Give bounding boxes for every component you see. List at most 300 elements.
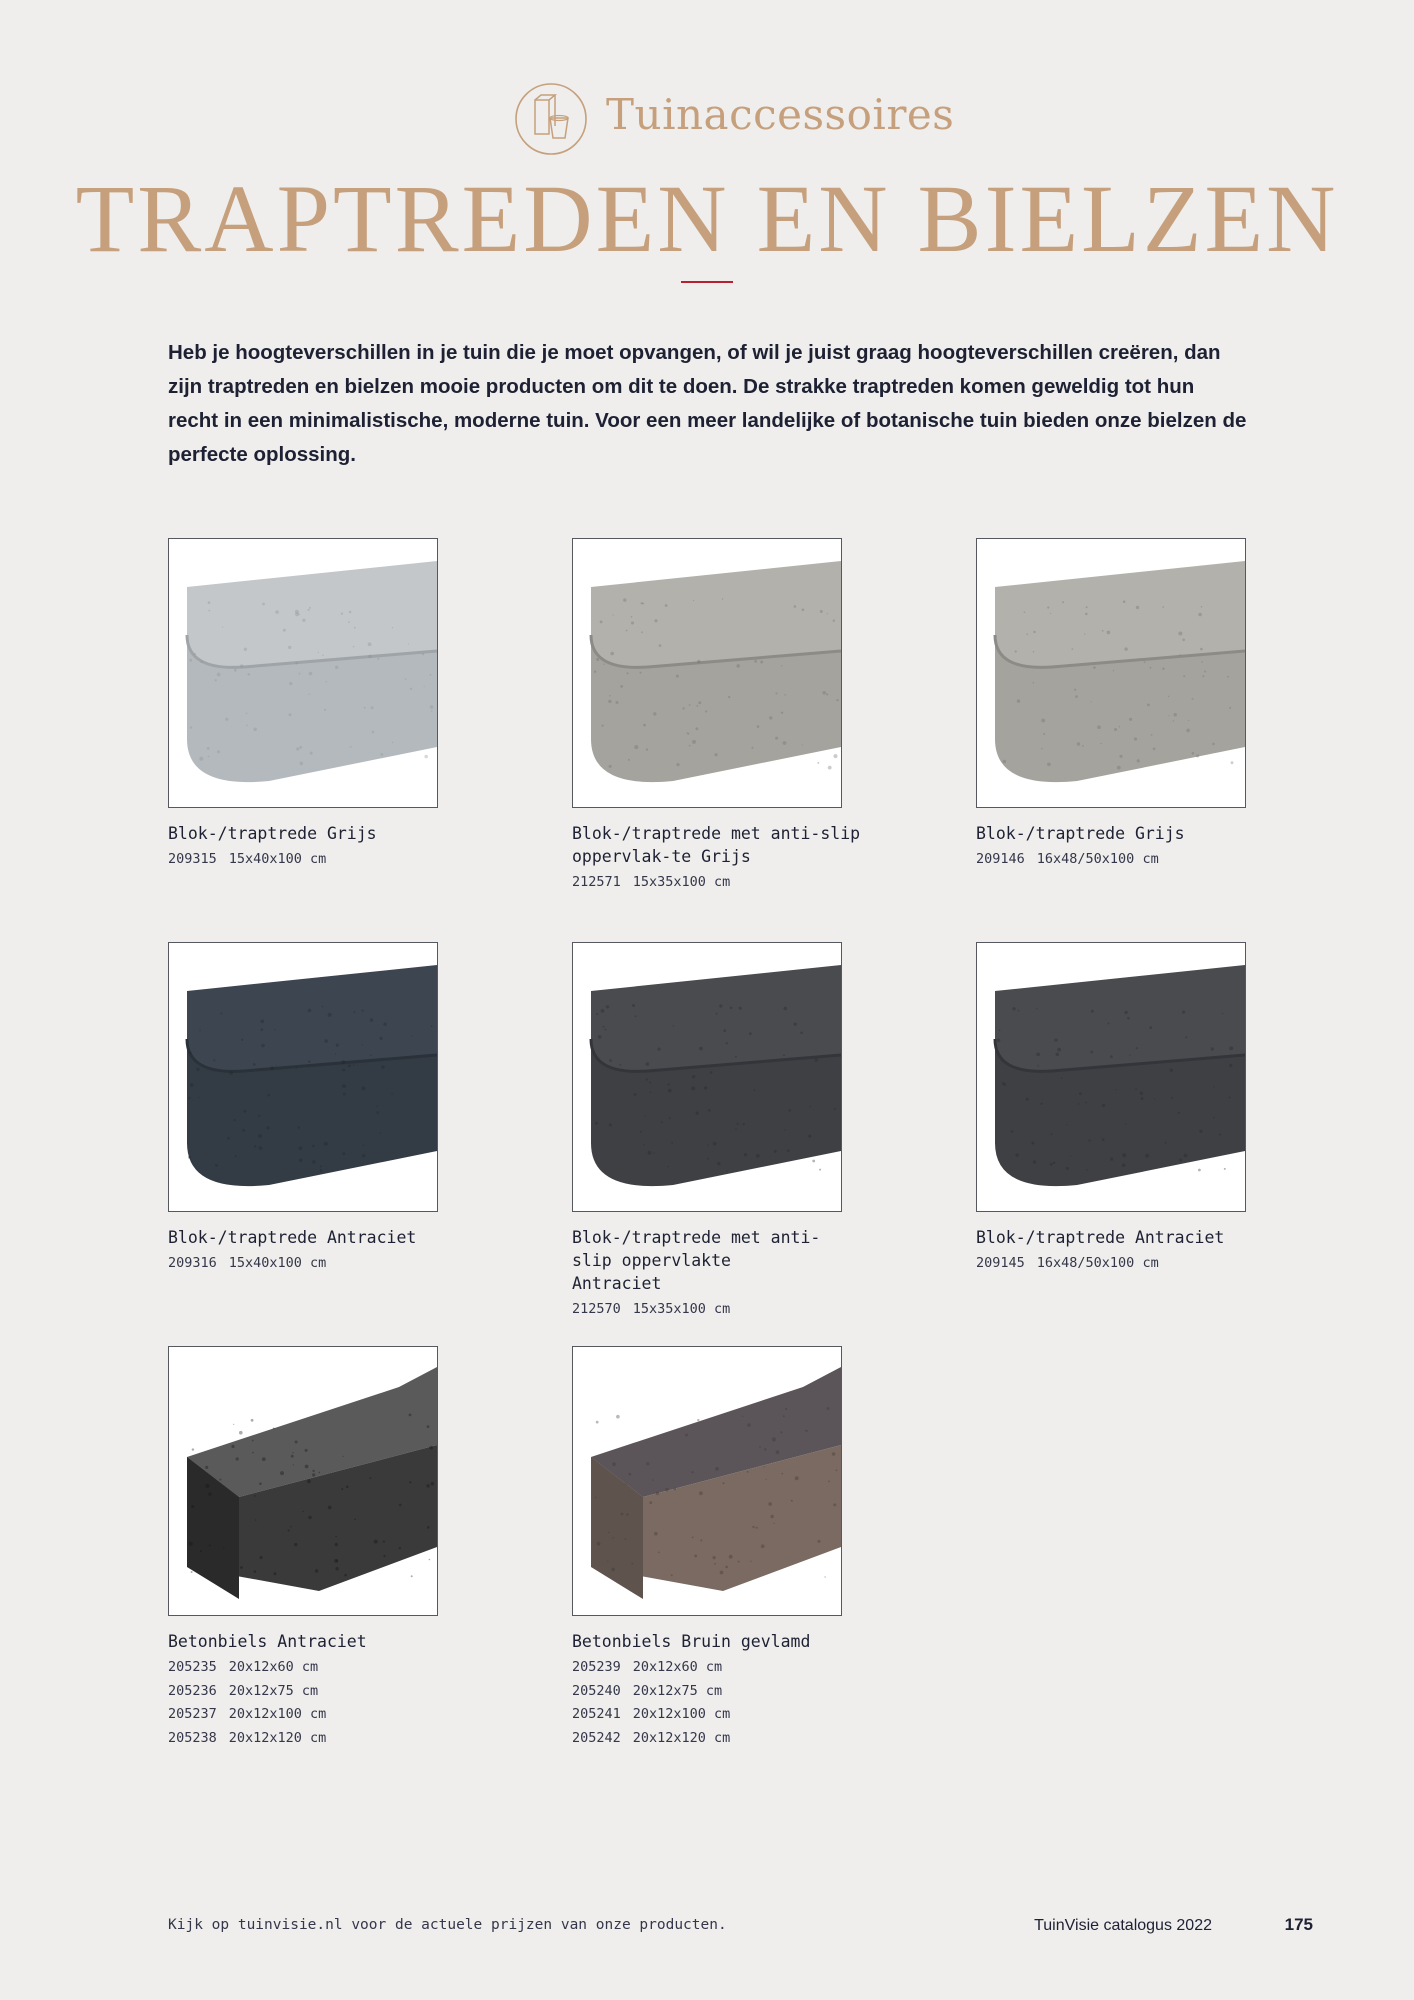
texture-speck bbox=[623, 598, 626, 601]
texture-speck bbox=[1110, 1055, 1113, 1058]
texture-speck bbox=[726, 1042, 728, 1044]
texture-speck bbox=[1171, 1097, 1173, 1099]
texture-speck bbox=[671, 1574, 673, 1576]
garden-accessories-icon bbox=[514, 82, 588, 156]
texture-speck bbox=[208, 1493, 211, 1496]
texture-speck bbox=[834, 1108, 836, 1110]
product-card bbox=[572, 538, 932, 895]
texture-speck bbox=[353, 646, 355, 648]
texture-speck bbox=[303, 1511, 304, 1512]
texture-speck bbox=[368, 642, 372, 646]
texture-speck bbox=[1229, 1097, 1231, 1099]
texture-speck bbox=[626, 1513, 628, 1515]
spec-line bbox=[168, 1252, 528, 1276]
texture-speck bbox=[191, 1505, 194, 1508]
texture-speck bbox=[836, 699, 838, 701]
texture-speck bbox=[295, 1441, 298, 1444]
texture-speck bbox=[626, 672, 628, 674]
texture-speck bbox=[783, 1054, 785, 1056]
texture-speck bbox=[258, 1134, 262, 1138]
texture-speck bbox=[802, 744, 803, 745]
texture-speck bbox=[794, 1023, 797, 1026]
texture-speck bbox=[234, 669, 237, 672]
texture-speck bbox=[324, 1142, 328, 1146]
texture-speck bbox=[1127, 1017, 1130, 1020]
texture-speck bbox=[1174, 713, 1177, 716]
texture-speck bbox=[600, 621, 603, 624]
texture-speck bbox=[715, 1467, 719, 1471]
texture-speck bbox=[190, 1083, 194, 1087]
texture-speck bbox=[736, 664, 740, 668]
product-card bbox=[572, 1346, 932, 1750]
texture-speck bbox=[1129, 1055, 1130, 1056]
texture-speck bbox=[350, 746, 352, 748]
texture-speck bbox=[654, 1532, 658, 1536]
product-photo bbox=[976, 538, 1246, 808]
product-card bbox=[976, 942, 1336, 1276]
texture-speck bbox=[309, 607, 311, 609]
texture-speck bbox=[1066, 1124, 1067, 1125]
article-code: 205235 bbox=[168, 1659, 217, 1675]
texture-speck bbox=[729, 1555, 733, 1559]
texture-speck bbox=[248, 673, 251, 676]
catalog-name: TuinVisie catalogus 2022 bbox=[1034, 1917, 1212, 1934]
article-code: 205236 bbox=[168, 1682, 217, 1699]
texture-speck bbox=[1204, 671, 1206, 673]
texture-speck bbox=[713, 1142, 717, 1146]
texture-speck bbox=[1053, 1161, 1056, 1164]
texture-speck bbox=[1110, 1157, 1113, 1160]
texture-speck bbox=[188, 1097, 190, 1099]
texture-speck bbox=[1168, 715, 1169, 716]
texture-speck bbox=[800, 1032, 803, 1035]
texture-speck bbox=[411, 1036, 412, 1037]
texture-speck bbox=[665, 1488, 668, 1491]
texture-speck bbox=[682, 707, 684, 709]
texture-speck bbox=[715, 753, 718, 756]
texture-speck bbox=[699, 1491, 703, 1495]
texture-speck bbox=[1033, 682, 1035, 684]
texture-speck bbox=[612, 1462, 616, 1466]
texture-speck bbox=[1198, 613, 1202, 617]
texture-speck bbox=[362, 1087, 366, 1091]
texture-speck bbox=[640, 672, 642, 674]
texture-speck bbox=[1201, 606, 1203, 608]
texture-speck bbox=[1211, 1047, 1214, 1050]
texture-speck bbox=[288, 1529, 290, 1531]
texture-speck bbox=[648, 1151, 652, 1155]
texture-speck bbox=[370, 1055, 372, 1057]
article-code: 205240 bbox=[572, 1682, 621, 1699]
texture-speck bbox=[1154, 1098, 1155, 1099]
texture-speck bbox=[596, 1421, 599, 1424]
texture-speck bbox=[399, 1504, 402, 1507]
texture-speck bbox=[1066, 1167, 1069, 1170]
texture-speck bbox=[258, 1115, 260, 1117]
texture-speck bbox=[1122, 1153, 1126, 1157]
texture-speck bbox=[735, 1128, 736, 1129]
texture-speck bbox=[810, 1106, 811, 1107]
texture-speck bbox=[213, 1059, 215, 1061]
texture-speck bbox=[405, 678, 407, 680]
texture-speck bbox=[774, 1150, 777, 1153]
texture-speck bbox=[1173, 720, 1174, 721]
texture-speck bbox=[1122, 1163, 1126, 1167]
texture-speck bbox=[649, 1082, 651, 1084]
texture-speck bbox=[335, 666, 338, 669]
texture-speck bbox=[190, 726, 192, 728]
texture-speck bbox=[295, 610, 299, 614]
texture-speck bbox=[616, 1415, 620, 1419]
spec-list bbox=[168, 848, 528, 872]
texture-speck bbox=[1085, 613, 1088, 616]
texture-speck bbox=[343, 1456, 344, 1457]
texture-speck bbox=[596, 1013, 598, 1015]
texture-speck bbox=[776, 1450, 780, 1454]
texture-speck bbox=[1072, 648, 1074, 650]
texture-speck bbox=[789, 1109, 792, 1112]
texture-speck bbox=[1212, 743, 1215, 746]
texture-speck bbox=[1150, 667, 1152, 669]
texture-speck bbox=[343, 1093, 346, 1096]
texture-speck bbox=[233, 1424, 234, 1425]
texture-speck bbox=[768, 1502, 772, 1506]
texture-speck bbox=[631, 622, 634, 625]
texture-speck bbox=[795, 1476, 799, 1480]
texture-speck bbox=[1002, 1082, 1004, 1084]
texture-speck bbox=[429, 1559, 431, 1561]
texture-speck bbox=[200, 660, 203, 663]
texture-speck bbox=[1202, 675, 1204, 677]
texture-speck bbox=[601, 1009, 605, 1013]
texture-speck bbox=[656, 1492, 659, 1495]
texture-speck bbox=[426, 1484, 429, 1487]
texture-speck bbox=[668, 1089, 672, 1093]
texture-speck bbox=[766, 1479, 767, 1480]
texture-speck bbox=[605, 1029, 607, 1031]
spec-list bbox=[976, 848, 1336, 872]
texture-speck bbox=[1026, 1098, 1029, 1101]
spec-line bbox=[572, 1656, 932, 1680]
product-photo bbox=[572, 538, 842, 808]
texture-speck bbox=[1033, 1160, 1036, 1163]
block-top-face bbox=[995, 561, 1245, 667]
texture-speck bbox=[294, 1543, 297, 1546]
texture-speck bbox=[1123, 600, 1126, 603]
texture-speck bbox=[430, 674, 432, 676]
texture-speck bbox=[207, 747, 210, 750]
block-top-face bbox=[187, 965, 437, 1071]
texture-speck bbox=[824, 1576, 825, 1577]
texture-speck bbox=[713, 1556, 716, 1559]
texture-speck bbox=[348, 1064, 351, 1067]
texture-speck bbox=[1033, 631, 1035, 633]
texture-speck bbox=[707, 1158, 709, 1160]
product-card bbox=[168, 942, 528, 1276]
spec-line bbox=[572, 1727, 932, 1751]
texture-speck bbox=[634, 745, 638, 749]
texture-speck bbox=[312, 1473, 315, 1476]
texture-speck bbox=[1135, 1088, 1137, 1090]
texture-speck bbox=[362, 1044, 363, 1045]
texture-speck bbox=[1077, 742, 1080, 745]
texture-speck bbox=[668, 1083, 670, 1085]
spec-line bbox=[572, 1680, 932, 1704]
texture-speck bbox=[754, 1089, 756, 1091]
texture-speck bbox=[1185, 1036, 1187, 1038]
texture-speck bbox=[1078, 1103, 1080, 1105]
spec-list bbox=[572, 1656, 932, 1750]
concrete-block-image bbox=[169, 539, 437, 807]
texture-speck bbox=[1125, 1123, 1127, 1125]
texture-speck bbox=[641, 602, 643, 604]
texture-speck bbox=[283, 629, 286, 632]
texture-speck bbox=[1140, 1092, 1143, 1095]
texture-speck bbox=[430, 705, 434, 709]
texture-speck bbox=[260, 1020, 264, 1024]
texture-speck bbox=[608, 700, 611, 703]
texture-speck bbox=[328, 1506, 332, 1510]
texture-speck bbox=[1051, 1133, 1053, 1135]
texture-speck bbox=[1153, 748, 1156, 751]
texture-speck bbox=[691, 1471, 693, 1473]
texture-speck bbox=[769, 716, 772, 719]
texture-speck bbox=[1162, 668, 1164, 670]
texture-speck bbox=[364, 707, 366, 709]
texture-speck bbox=[1196, 755, 1199, 758]
block-top-face bbox=[187, 561, 437, 667]
texture-speck bbox=[1129, 718, 1132, 721]
texture-speck bbox=[307, 1479, 311, 1483]
texture-speck bbox=[780, 1431, 782, 1433]
texture-speck bbox=[1145, 1154, 1149, 1158]
texture-speck bbox=[335, 1567, 338, 1570]
texture-speck bbox=[276, 1065, 277, 1066]
texture-speck bbox=[645, 1062, 649, 1066]
texture-speck bbox=[1183, 675, 1185, 677]
spec-list bbox=[572, 871, 932, 895]
texture-speck bbox=[1017, 699, 1020, 702]
dimensions: 16x48/50x100 cm bbox=[1036, 1255, 1159, 1271]
texture-speck bbox=[761, 1544, 765, 1548]
texture-speck bbox=[1200, 648, 1203, 651]
texture-speck bbox=[696, 727, 699, 730]
texture-speck bbox=[631, 1563, 633, 1565]
texture-speck bbox=[1134, 737, 1137, 740]
texture-speck bbox=[612, 1537, 614, 1539]
product-card bbox=[976, 538, 1336, 872]
texture-speck bbox=[1086, 1169, 1088, 1171]
texture-speck bbox=[328, 1013, 332, 1017]
texture-speck bbox=[1137, 759, 1140, 762]
texture-speck bbox=[704, 1086, 707, 1089]
texture-speck bbox=[1003, 760, 1007, 764]
texture-speck bbox=[1119, 726, 1120, 727]
dimensions: 20x12x100 cm bbox=[632, 1706, 731, 1722]
article-code: 205237 bbox=[168, 1706, 217, 1722]
texture-speck bbox=[1141, 1097, 1144, 1100]
texture-speck bbox=[812, 1160, 815, 1163]
texture-speck bbox=[376, 1111, 379, 1114]
texture-speck bbox=[1033, 651, 1035, 653]
texture-speck bbox=[720, 1571, 724, 1575]
texture-speck bbox=[1047, 606, 1049, 608]
texture-speck bbox=[775, 737, 778, 740]
texture-speck bbox=[391, 1093, 393, 1095]
article-code: 205239 bbox=[572, 1659, 621, 1675]
texture-speck bbox=[1050, 1163, 1053, 1166]
texture-speck bbox=[320, 1165, 322, 1167]
texture-speck bbox=[308, 1061, 310, 1063]
concrete-block-image bbox=[573, 539, 841, 807]
texture-speck bbox=[749, 1032, 752, 1035]
texture-speck bbox=[717, 1162, 720, 1165]
texture-speck bbox=[643, 724, 646, 727]
texture-speck bbox=[815, 1058, 818, 1061]
texture-speck bbox=[381, 1065, 384, 1068]
texture-speck bbox=[194, 653, 196, 655]
texture-speck bbox=[784, 694, 786, 696]
texture-speck bbox=[1117, 766, 1121, 770]
texture-speck bbox=[318, 652, 319, 653]
texture-speck bbox=[220, 1012, 222, 1014]
texture-speck bbox=[621, 1513, 624, 1516]
texture-speck bbox=[674, 1488, 677, 1491]
texture-speck bbox=[668, 1166, 669, 1167]
texture-speck bbox=[784, 1007, 788, 1011]
texture-speck bbox=[392, 742, 394, 744]
texture-speck bbox=[643, 1144, 644, 1145]
texture-speck bbox=[827, 1407, 830, 1410]
texture-speck bbox=[1091, 701, 1092, 702]
texture-speck bbox=[259, 1146, 263, 1150]
concrete-block-image bbox=[169, 943, 437, 1211]
texture-speck bbox=[747, 1423, 750, 1426]
texture-speck bbox=[783, 741, 787, 745]
texture-speck bbox=[650, 1091, 652, 1093]
texture-speck bbox=[227, 1137, 230, 1140]
texture-speck bbox=[710, 1071, 713, 1074]
texture-speck bbox=[747, 1471, 749, 1473]
texture-speck bbox=[607, 1561, 608, 1562]
page-title: TRAPTREDEN EN BIELZEN bbox=[75, 165, 1339, 272]
texture-speck bbox=[344, 1574, 347, 1577]
texture-speck bbox=[217, 673, 221, 677]
texture-speck bbox=[1184, 1154, 1188, 1158]
texture-speck bbox=[1091, 1010, 1094, 1013]
texture-speck bbox=[381, 753, 384, 756]
texture-speck bbox=[1102, 1138, 1105, 1141]
texture-speck bbox=[223, 1547, 224, 1548]
texture-speck bbox=[752, 1526, 754, 1528]
texture-speck bbox=[354, 1011, 356, 1013]
texture-speck bbox=[208, 601, 211, 604]
texture-speck bbox=[326, 681, 328, 683]
article-code: 205242 bbox=[572, 1729, 621, 1746]
texture-speck bbox=[794, 605, 797, 608]
texture-speck bbox=[1219, 1133, 1221, 1135]
texture-speck bbox=[289, 713, 292, 716]
concrete-block-image bbox=[169, 1347, 437, 1615]
texture-speck bbox=[1199, 1130, 1202, 1133]
texture-speck bbox=[1182, 639, 1185, 642]
texture-speck bbox=[657, 1048, 660, 1051]
spec-line bbox=[572, 871, 932, 895]
texture-speck bbox=[349, 611, 352, 614]
texture-speck bbox=[826, 693, 828, 695]
texture-speck bbox=[1178, 1112, 1180, 1114]
texture-speck bbox=[820, 610, 823, 613]
texture-speck bbox=[235, 1155, 237, 1157]
texture-speck bbox=[653, 712, 656, 715]
texture-speck bbox=[833, 1503, 836, 1506]
texture-speck bbox=[646, 1079, 648, 1081]
texture-speck bbox=[312, 1145, 315, 1148]
concrete-block-image bbox=[573, 1347, 841, 1615]
texture-speck bbox=[408, 643, 409, 644]
texture-speck bbox=[626, 630, 628, 632]
texture-speck bbox=[629, 1473, 632, 1476]
texture-speck bbox=[427, 1526, 430, 1529]
texture-speck bbox=[625, 1484, 626, 1485]
texture-speck bbox=[665, 604, 668, 607]
texture-speck bbox=[608, 1532, 609, 1533]
texture-speck bbox=[192, 1448, 194, 1450]
texture-speck bbox=[1031, 1142, 1034, 1145]
texture-speck bbox=[254, 1145, 256, 1147]
texture-speck bbox=[649, 1501, 652, 1504]
texture-speck bbox=[305, 1449, 308, 1452]
block-top-face bbox=[591, 561, 841, 667]
texture-speck bbox=[324, 1039, 328, 1043]
texture-speck bbox=[1113, 670, 1114, 671]
product-name: Betonbiels Bruin gevlamd bbox=[572, 1632, 811, 1651]
texture-speck bbox=[1093, 666, 1096, 669]
texture-speck bbox=[671, 1142, 673, 1144]
texture-speck bbox=[632, 1004, 635, 1007]
product-name: Blok-/traptrede Antraciet bbox=[168, 1228, 417, 1247]
texture-speck bbox=[598, 1035, 602, 1039]
texture-speck bbox=[298, 1126, 300, 1128]
dimensions: 20x12x75 cm bbox=[228, 1682, 319, 1699]
texture-speck bbox=[697, 1419, 699, 1421]
texture-speck bbox=[253, 1063, 256, 1066]
texture-speck bbox=[616, 701, 619, 704]
dimensions: 20x12x60 cm bbox=[228, 1659, 319, 1675]
texture-speck bbox=[1192, 752, 1195, 755]
texture-speck bbox=[299, 1159, 303, 1163]
texture-speck bbox=[392, 627, 393, 628]
texture-speck bbox=[189, 1542, 193, 1546]
texture-speck bbox=[1201, 661, 1203, 663]
texture-speck bbox=[635, 1015, 637, 1017]
texture-speck bbox=[827, 613, 828, 614]
block-top-face bbox=[591, 965, 841, 1071]
texture-speck bbox=[217, 750, 220, 753]
texture-speck bbox=[697, 660, 700, 663]
dimensions: 20x12x100 cm bbox=[228, 1706, 327, 1722]
texture-speck bbox=[208, 756, 210, 758]
texture-speck bbox=[1088, 1139, 1090, 1141]
texture-speck bbox=[1102, 1104, 1105, 1107]
texture-speck bbox=[1162, 606, 1164, 608]
texture-speck bbox=[808, 1135, 811, 1138]
texture-speck bbox=[215, 1164, 218, 1167]
texture-speck bbox=[1178, 632, 1182, 636]
dimensions: 15x40x100 cm bbox=[228, 851, 327, 867]
texture-speck bbox=[689, 704, 691, 706]
texture-speck bbox=[1213, 1117, 1215, 1119]
